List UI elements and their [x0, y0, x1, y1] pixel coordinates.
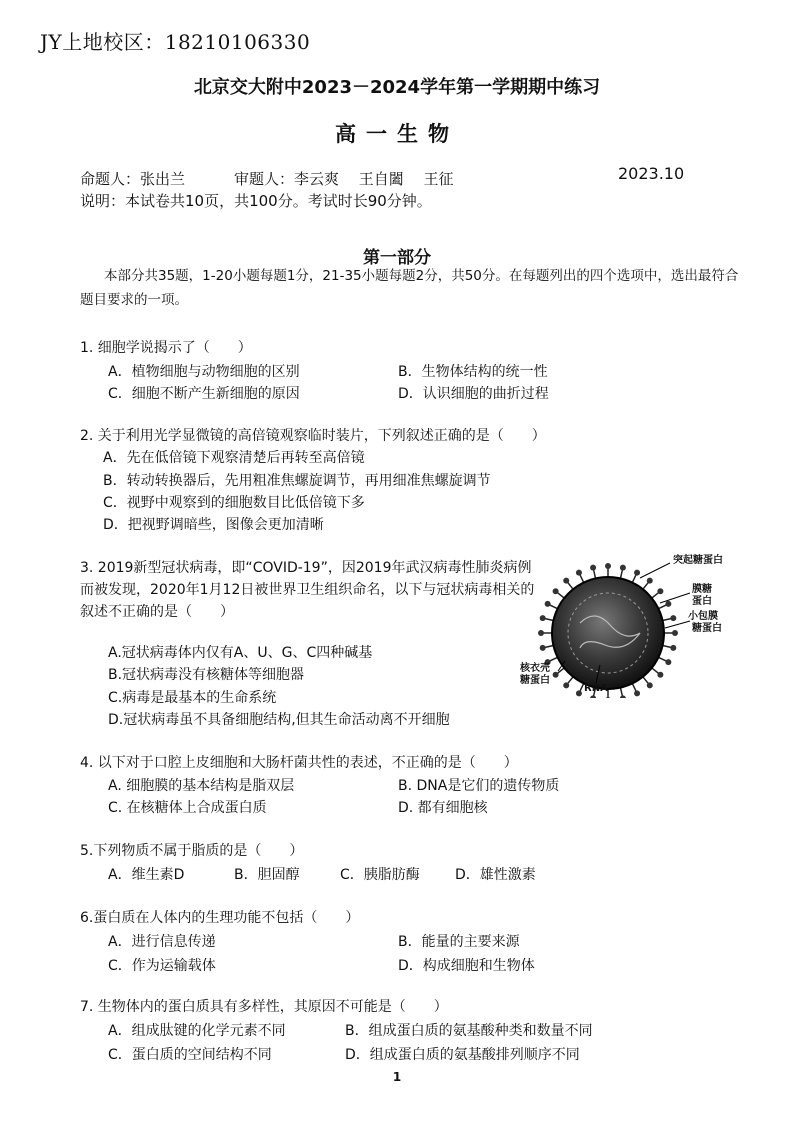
- spike-head: [670, 615, 676, 621]
- spike-stem: [545, 645, 554, 647]
- question-1-option-c: C．细胞不断产生新细胞的原因: [108, 386, 300, 402]
- spike-head: [553, 588, 559, 594]
- spike-stem: [549, 657, 557, 661]
- question-5-option-b: B．胆固醇: [234, 867, 300, 883]
- exam-title: 北京交大附中2023－2024学年第一学期期中练习: [193, 77, 601, 98]
- spike-stem: [567, 582, 573, 589]
- spike-stem: [545, 619, 554, 621]
- spike-head: [620, 695, 626, 698]
- question-5-option-c: C．胰脂肪酶: [340, 867, 420, 883]
- spike-stem: [557, 592, 564, 598]
- question-6-option-a: A．进行信息传递: [108, 934, 216, 950]
- spike-stem: [658, 657, 666, 661]
- question-7-option-d: D．组成蛋白质的氨基酸排列顺序不同: [345, 1047, 580, 1063]
- coronavirus-figure: [520, 553, 735, 698]
- label-membrane-glycoprotein-1: 膜糖: [692, 584, 712, 595]
- reviewer-line: 审题人：李云爽 王自闔 王征: [234, 170, 454, 188]
- question-6-option-d: D．构成细胞和生物体: [398, 958, 535, 974]
- spike-head: [563, 578, 569, 584]
- question-1-option-d: D．认识细胞的曲折过程: [398, 386, 549, 402]
- spike-stem: [549, 605, 557, 609]
- label-envelope-glycoprotein-2: 糖蛋白: [692, 623, 722, 634]
- spike-stem: [632, 683, 636, 691]
- question-4-stem: 4. 以下对于口腔上皮细胞和大肠杆菌共性的表述，不正确的是（ ）: [80, 755, 518, 771]
- spike-head: [545, 601, 551, 607]
- question-3-option-a: A.冠状病毒体内仅有A、U、G、C四种碱基: [108, 645, 373, 661]
- spike-stem: [580, 574, 584, 582]
- spike-stem: [658, 605, 666, 609]
- question-2-option-a: A．先在低倍镜下观察清楚后再转至高倍镜: [103, 450, 365, 466]
- spike-head: [672, 630, 678, 636]
- exam-date: 2023.10: [618, 164, 685, 183]
- spike-stem: [567, 677, 573, 684]
- spike-stem: [620, 570, 622, 579]
- spike-head: [590, 695, 596, 698]
- exam-note: 说明：本试卷共10页，共100分。考试时长90分钟。: [80, 192, 432, 210]
- question-4-option-c: C. 在核糖体上合成蛋白质: [108, 800, 267, 816]
- spike-stem: [652, 592, 659, 598]
- spike-stem: [594, 570, 596, 579]
- label-rna: RNA: [584, 683, 608, 694]
- question-3-stem-line-1: 3. 2019新型冠状病毒，即“COVID-19”，因2019年武汉病毒性肺炎病例: [80, 560, 532, 576]
- spike-head: [665, 659, 671, 665]
- spike-head: [538, 630, 544, 636]
- question-5-stem: 5.下列物质不属于脂质的是（ ）: [80, 843, 304, 859]
- label-spike-glycoprotein: 突起糖蛋白: [673, 555, 723, 566]
- spike-head: [657, 672, 663, 678]
- spike-head: [665, 601, 671, 607]
- part-title: 第一部分: [363, 248, 431, 268]
- spike-stem: [663, 619, 672, 621]
- question-4-option-d: D. 都有细胞核: [398, 800, 488, 816]
- question-2-option-b: B．转动转换器后，先用粗准焦螺旋调节，再用细准焦螺旋调节: [103, 473, 491, 489]
- spike-stem: [643, 582, 649, 589]
- question-2-option-d: D．把视野调暗些，图像会更加清晰: [103, 517, 324, 533]
- spike-head: [563, 682, 569, 688]
- question-5-option-a: A．维生素D: [108, 867, 185, 883]
- spike-head: [553, 672, 559, 678]
- spike-head: [647, 578, 653, 584]
- question-3-stem-line-3: 叙述不正确的是（ ）: [80, 604, 234, 620]
- question-1-stem: 1. 细胞学说揭示了（ ）: [80, 340, 252, 356]
- question-7-option-a: A．组成肽键的化学元素不同: [108, 1023, 286, 1039]
- question-4-option-a: A. 细胞膜的基本结构是脂双层: [108, 778, 295, 794]
- spike-head: [670, 645, 676, 651]
- question-1-option-b: B．生物体结构的统一性: [398, 364, 548, 380]
- setter-line: 命题人：张出兰: [80, 170, 186, 188]
- question-4-option-b: B. DNA是它们的遗传物质: [398, 778, 560, 794]
- question-2-option-c: C．视野中观察到的细胞数目比低倍镜下多: [103, 495, 365, 511]
- spike-stem: [632, 574, 636, 582]
- spike-head: [657, 588, 663, 594]
- question-7-option-c: C．蛋白质的空间结构不同: [108, 1047, 272, 1063]
- question-5-option-d: D．雄性激素: [455, 867, 536, 883]
- question-3-option-c: C.病毒是最基本的生命系统: [108, 690, 277, 706]
- label-envelope-glycoprotein-1: 小包膜: [688, 611, 718, 622]
- spike-stem: [643, 677, 649, 684]
- virus-envelope: [552, 577, 664, 689]
- spike-head: [540, 615, 546, 621]
- question-1-option-a: A．植物细胞与动物细胞的区别: [108, 364, 300, 380]
- spike-stem: [663, 645, 672, 647]
- spike-head: [605, 697, 611, 698]
- spike-head: [540, 645, 546, 651]
- question-7-stem: 7. 生物体内的蛋白质具有多样性，其原因不可能是（ ）: [80, 999, 448, 1015]
- spike-head: [634, 570, 640, 576]
- part-intro: 本部分共35题，1-20小题每题1分，21-35小题每题2分，共50分。在每题列出的四个选项中，选出最符合题目要求的一项。: [80, 268, 739, 308]
- subject-title: 高一生物: [335, 122, 459, 146]
- question-7-option-b: B．组成蛋白质的氨基酸种类和数量不同: [345, 1023, 593, 1039]
- contact-header: JY上地校区：18210106330: [40, 30, 311, 54]
- spike-head: [590, 565, 596, 571]
- spike-head: [576, 690, 582, 696]
- spike-head: [605, 563, 611, 569]
- question-3-option-d: D.冠状病毒虽不具备细胞结构,但其生命活动离不开细胞: [108, 712, 450, 728]
- label-nucleocapsid-1: 核衣壳: [520, 663, 550, 674]
- label-nucleocapsid-2: 糖蛋白: [520, 675, 550, 686]
- spike-head: [576, 570, 582, 576]
- label-membrane-glycoprotein-2: 蛋白: [692, 596, 712, 607]
- question-6-option-b: B．能量的主要来源: [398, 934, 520, 950]
- page-number: 1: [392, 1070, 402, 1084]
- question-3-option-b: B.冠状病毒没有核糖体等细胞器: [108, 667, 305, 683]
- question-2-stem: 2. 关于利用光学显微镜的高倍镜观察临时装片，下列叙述正确的是（ ）: [80, 428, 546, 444]
- question-6-option-c: C．作为运输载体: [108, 958, 216, 974]
- question-6-stem: 6.蛋白质在人体内的生理功能不包括（ ）: [80, 910, 360, 926]
- spike-stem: [652, 668, 659, 674]
- question-3-stem-line-2: 而被发现，2020年1月12日被世界卫生组织命名，以下与冠状病毒相关的: [80, 582, 535, 598]
- spike-head: [634, 690, 640, 696]
- spike-stem: [620, 688, 622, 697]
- spike-head: [620, 565, 626, 571]
- spike-head: [647, 682, 653, 688]
